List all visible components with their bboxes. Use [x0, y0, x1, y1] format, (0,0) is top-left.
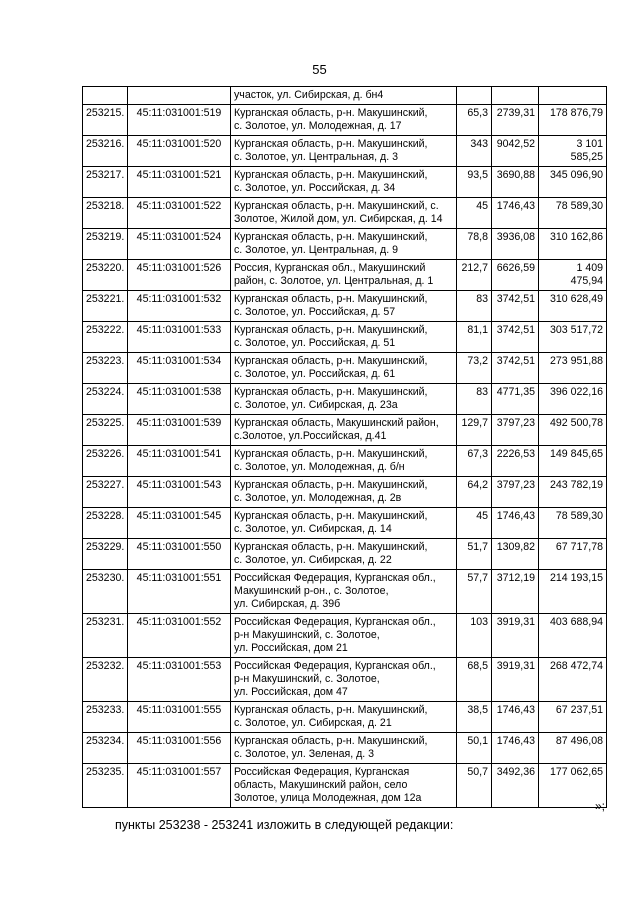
- cell-area: 93,5: [457, 167, 492, 198]
- cell-cadastral-value: 67 237,51: [539, 702, 607, 733]
- cell-empty: [539, 87, 607, 105]
- table-row: [83, 570, 607, 614]
- address-line: Курганская область, р-н. Макушинский, с.: [234, 200, 439, 212]
- cell-cadastral-number: 45:11:031001:519: [128, 105, 231, 136]
- cell-item-number: 253231.: [83, 614, 128, 658]
- address-line: Курганская область, р-н. Макушинский,: [234, 324, 428, 336]
- table-row: [83, 477, 607, 508]
- cell-cadastral-number: 45:11:031001:557: [128, 764, 231, 808]
- cell-cadastral-number: 45:11:031001:538: [128, 384, 231, 415]
- cell-item-number: 253222.: [83, 322, 128, 353]
- closing-quote-mark: »;: [595, 799, 606, 813]
- cell-item-number: 253227.: [83, 477, 128, 508]
- address-line: Россия, Курганская обл., Макушинский: [234, 262, 426, 274]
- cell-specific-value: 1746,43: [492, 733, 539, 764]
- table-row: [83, 415, 607, 446]
- cell-cadastral-value: 403 688,94: [539, 614, 607, 658]
- cell-empty: [83, 87, 128, 105]
- cell-item-number: 253232.: [83, 658, 128, 702]
- cell-cadastral-number: 45:11:031001:539: [128, 415, 231, 446]
- address-line: Золотое, улица Молодежная, дом 12а: [234, 792, 422, 804]
- address-line: с. Золотое, ул. Молодежная, д. б/н: [234, 461, 405, 473]
- cell-cadastral-number: 45:11:031001:545: [128, 508, 231, 539]
- cell-item-number: 253233.: [83, 702, 128, 733]
- cell-cadastral-value: 67 717,78: [539, 539, 607, 570]
- cell-empty: [128, 87, 231, 105]
- cell-cadastral-number: 45:11:031001:551: [128, 570, 231, 614]
- cell-item-number: 253221.: [83, 291, 128, 322]
- cell-cadastral-number: 45:11:031001:532: [128, 291, 231, 322]
- table-row: [83, 136, 607, 167]
- address-line: Курганская область, р-н. Макушинский,: [234, 355, 428, 367]
- address-line: Российская Федерация, Курганская: [234, 766, 410, 778]
- cell-item-number: 253220.: [83, 260, 128, 291]
- cell-cadastral-value: 243 782,19: [539, 477, 607, 508]
- cell-area: 129,7: [457, 415, 492, 446]
- cell-cadastral-number: 45:11:031001:555: [128, 702, 231, 733]
- cell-specific-value: 1746,43: [492, 198, 539, 229]
- table-row: [83, 384, 607, 415]
- cell-item-number: 253234.: [83, 733, 128, 764]
- address-line: Курганская область, р-н. Макушинский,: [234, 293, 428, 305]
- cell-area: 50,7: [457, 764, 492, 808]
- cell-cadastral-number: 45:11:031001:522: [128, 198, 231, 229]
- address-line: Курганская область, р-н. Макушинский,: [234, 231, 428, 243]
- table-row: [83, 260, 607, 291]
- cell-specific-value: 1309,82: [492, 539, 539, 570]
- cell-area: 103: [457, 614, 492, 658]
- cell-address: [231, 570, 457, 614]
- table-row: [83, 614, 607, 658]
- address-line: с. Золотое, ул. Сибирская, д. 22: [234, 554, 392, 566]
- cell-cadastral-number: 45:11:031001:526: [128, 260, 231, 291]
- cell-item-number: 253235.: [83, 764, 128, 808]
- table-row: [83, 229, 607, 260]
- address-line: с. Золотое, ул. Молодежная, д. 17: [234, 120, 402, 132]
- cell-item-number: 253224.: [83, 384, 128, 415]
- cell-cadastral-value: 149 845,65: [539, 446, 607, 477]
- address-line: Курганская область, р-н. Макушинский,: [234, 735, 428, 747]
- cell-address: [231, 415, 457, 446]
- address-line: Курганская область, р-н. Макушинский,: [234, 448, 428, 460]
- table-row: [83, 733, 607, 764]
- cell-specific-value: 3919,31: [492, 614, 539, 658]
- cell-address: [231, 198, 457, 229]
- cell-item-number: 253229.: [83, 539, 128, 570]
- cell-address-fragment: участок, ул. Сибирская, д. бн4: [231, 87, 457, 105]
- table-row: [83, 764, 607, 808]
- cell-empty: [457, 87, 492, 105]
- cell-address: [231, 322, 457, 353]
- cell-specific-value: 6626,59: [492, 260, 539, 291]
- table-row: [83, 105, 607, 136]
- cell-specific-value: 3712,19: [492, 570, 539, 614]
- cell-cadastral-value: 345 096,90: [539, 167, 607, 198]
- table-row: [83, 291, 607, 322]
- table-row-continuation: [83, 87, 607, 105]
- cell-area: 57,7: [457, 570, 492, 614]
- cell-cadastral-number: 45:11:031001:534: [128, 353, 231, 384]
- cell-address: [231, 167, 457, 198]
- cell-address: [231, 384, 457, 415]
- cell-cadastral-number: 45:11:031001:520: [128, 136, 231, 167]
- cell-address: [231, 614, 457, 658]
- cell-item-number: 253226.: [83, 446, 128, 477]
- cell-cadastral-number: 45:11:031001:552: [128, 614, 231, 658]
- cell-cadastral-value: 3 101 585,25: [539, 136, 607, 167]
- cell-address: [231, 539, 457, 570]
- cell-specific-value: 3919,31: [492, 658, 539, 702]
- table-row: [83, 353, 607, 384]
- address-line: с. Золотое, ул. Российская, д. 57: [234, 306, 396, 318]
- cell-specific-value: 3797,23: [492, 415, 539, 446]
- cell-cadastral-number: 45:11:031001:543: [128, 477, 231, 508]
- cell-cadastral-number: 45:11:031001:533: [128, 322, 231, 353]
- address-line: с.Золотое, ул.Российская, д.41: [234, 430, 387, 442]
- address-line: ул. Российская, дом 47: [234, 686, 348, 698]
- cell-item-number: 253219.: [83, 229, 128, 260]
- cell-cadastral-value: 303 517,72: [539, 322, 607, 353]
- cell-area: 83: [457, 384, 492, 415]
- cell-address: [231, 764, 457, 808]
- page-number: 55: [312, 62, 327, 77]
- address-line: с. Золотое, ул. Российская, д. 51: [234, 337, 396, 349]
- cell-cadastral-value: 214 193,15: [539, 570, 607, 614]
- cell-item-number: 253218.: [83, 198, 128, 229]
- cell-area: 51,7: [457, 539, 492, 570]
- cell-area: 65,3: [457, 105, 492, 136]
- address-line: область, Макушинский район, село: [234, 779, 408, 791]
- cell-cadastral-value: 310 628,49: [539, 291, 607, 322]
- table-row: [83, 322, 607, 353]
- cell-address: [231, 353, 457, 384]
- cell-address: [231, 136, 457, 167]
- address-line: Курганская область, р-н. Макушинский,: [234, 138, 428, 150]
- cell-specific-value: 3742,51: [492, 322, 539, 353]
- cell-item-number: 253216.: [83, 136, 128, 167]
- table-row: [83, 198, 607, 229]
- cell-cadastral-value: 396 022,16: [539, 384, 607, 415]
- address-line: Курганская область, р-н. Макушинский,: [234, 510, 428, 522]
- cell-cadastral-number: 45:11:031001:556: [128, 733, 231, 764]
- cell-address: [231, 446, 457, 477]
- cell-specific-value: 3742,51: [492, 291, 539, 322]
- address-line: Макушинский р-он., с. Золотое,: [234, 585, 389, 597]
- address-line: Курганская область, р-н. Макушинский,: [234, 541, 428, 553]
- address-line: ул. Сибирская, д. 39б: [234, 598, 341, 610]
- address-line: р-н Макушинский, с. Золотое,: [234, 673, 380, 685]
- table-body: [83, 87, 607, 808]
- cell-area: 68,5: [457, 658, 492, 702]
- cell-area: 64,2: [457, 477, 492, 508]
- table-row: [83, 658, 607, 702]
- address-line: Российская Федерация, Курганская обл.,: [234, 572, 436, 584]
- cell-specific-value: 1746,43: [492, 702, 539, 733]
- address-line: с. Золотое, ул. Зеленая, д. 3: [234, 748, 375, 760]
- cell-address: [231, 508, 457, 539]
- cell-cadastral-number: 45:11:031001:541: [128, 446, 231, 477]
- cell-specific-value: 3936,08: [492, 229, 539, 260]
- table-row: [83, 702, 607, 733]
- cell-specific-value: 2739,31: [492, 105, 539, 136]
- address-line: р-н Макушинский, с. Золотое,: [234, 629, 380, 641]
- cell-cadastral-number: 45:11:031001:550: [128, 539, 231, 570]
- address-line: Курганская область, р-н. Макушинский,: [234, 169, 428, 181]
- cell-cadastral-value: 1 409 475,94: [539, 260, 607, 291]
- cell-area: 81,1: [457, 322, 492, 353]
- table-row: [83, 167, 607, 198]
- address-line: с. Золотое, ул. Сибирская, д. 14: [234, 523, 392, 535]
- cell-item-number: 253217.: [83, 167, 128, 198]
- cell-address: [231, 702, 457, 733]
- cell-address: [231, 229, 457, 260]
- cell-item-number: 253215.: [83, 105, 128, 136]
- cell-cadastral-value: 78 589,30: [539, 508, 607, 539]
- cell-address: [231, 260, 457, 291]
- cell-area: 45: [457, 198, 492, 229]
- cell-cadastral-value: 177 062,65: [539, 764, 607, 808]
- address-line: Российская Федерация, Курганская обл.,: [234, 616, 436, 628]
- cell-specific-value: 4771,35: [492, 384, 539, 415]
- address-line: с. Золотое, ул. Сибирская, д. 21: [234, 717, 392, 729]
- address-line: ул. Российская, дом 21: [234, 642, 348, 654]
- cell-empty: [492, 87, 539, 105]
- cell-cadastral-value: 273 951,88: [539, 353, 607, 384]
- cell-cadastral-number: 45:11:031001:553: [128, 658, 231, 702]
- cell-area: 67,3: [457, 446, 492, 477]
- cell-area: 212,7: [457, 260, 492, 291]
- table-row: [83, 539, 607, 570]
- address-line: Российская Федерация, Курганская обл.,: [234, 660, 436, 672]
- cell-cadastral-value: 87 496,08: [539, 733, 607, 764]
- cell-area: 38,5: [457, 702, 492, 733]
- address-line: Курганская область, р-н. Макушинский,: [234, 479, 428, 491]
- address-line: Золотое, Жилой дом, ул. Сибирская, д. 14: [234, 213, 443, 225]
- amendment-instruction-text: пункты 253238 - 253241 изложить в следующей редакции:: [115, 818, 454, 832]
- cadastral-value-table: [82, 86, 607, 808]
- address-line: с. Золотое, ул. Молодежная, д. 2в: [234, 492, 402, 504]
- cell-cadastral-value: 492 500,78: [539, 415, 607, 446]
- address-line: с. Золотое, ул. Российская, д. 61: [234, 368, 396, 380]
- address-line: с. Золотое, ул. Центральная, д. 3: [234, 151, 398, 163]
- cell-specific-value: 3797,23: [492, 477, 539, 508]
- cell-item-number: 253230.: [83, 570, 128, 614]
- cell-area: 50,1: [457, 733, 492, 764]
- cell-address: [231, 477, 457, 508]
- cell-specific-value: 3690,88: [492, 167, 539, 198]
- cell-cadastral-number: 45:11:031001:521: [128, 167, 231, 198]
- cell-area: 45: [457, 508, 492, 539]
- address-line: с. Золотое, ул. Центральная, д. 9: [234, 244, 398, 256]
- cell-specific-value: 3492,36: [492, 764, 539, 808]
- address-line: Курганская область, Макушинский район,: [234, 417, 439, 429]
- address-line: Курганская область, р-н. Макушинский,: [234, 386, 428, 398]
- cell-specific-value: 1746,43: [492, 508, 539, 539]
- cell-item-number: 253228.: [83, 508, 128, 539]
- cell-area: 343: [457, 136, 492, 167]
- cell-specific-value: 9042,52: [492, 136, 539, 167]
- cell-specific-value: 3742,51: [492, 353, 539, 384]
- cell-cadastral-number: 45:11:031001:524: [128, 229, 231, 260]
- cell-area: 73,2: [457, 353, 492, 384]
- cell-area: 78,8: [457, 229, 492, 260]
- address-line: Курганская область, р-н. Макушинский,: [234, 107, 428, 119]
- table-row: [83, 446, 607, 477]
- cell-area: 83: [457, 291, 492, 322]
- address-line: район, с. Золотое, ул. Центральная, д. 1: [234, 275, 434, 287]
- cell-address: [231, 733, 457, 764]
- cell-item-number: 253223.: [83, 353, 128, 384]
- cell-item-number: 253225.: [83, 415, 128, 446]
- cell-cadastral-value: 178 876,79: [539, 105, 607, 136]
- cell-address: [231, 105, 457, 136]
- cell-address: [231, 291, 457, 322]
- cell-cadastral-value: 268 472,74: [539, 658, 607, 702]
- address-line: Курганская область, р-н. Макушинский,: [234, 704, 428, 716]
- table-row: [83, 508, 607, 539]
- cell-cadastral-value: 310 162,86: [539, 229, 607, 260]
- address-line: с. Золотое, ул. Сибирская, д. 23а: [234, 399, 398, 411]
- cell-specific-value: 2226,53: [492, 446, 539, 477]
- cell-cadastral-value: 78 589,30: [539, 198, 607, 229]
- cell-address: [231, 658, 457, 702]
- address-line: с. Золотое, ул. Российская, д. 34: [234, 182, 396, 194]
